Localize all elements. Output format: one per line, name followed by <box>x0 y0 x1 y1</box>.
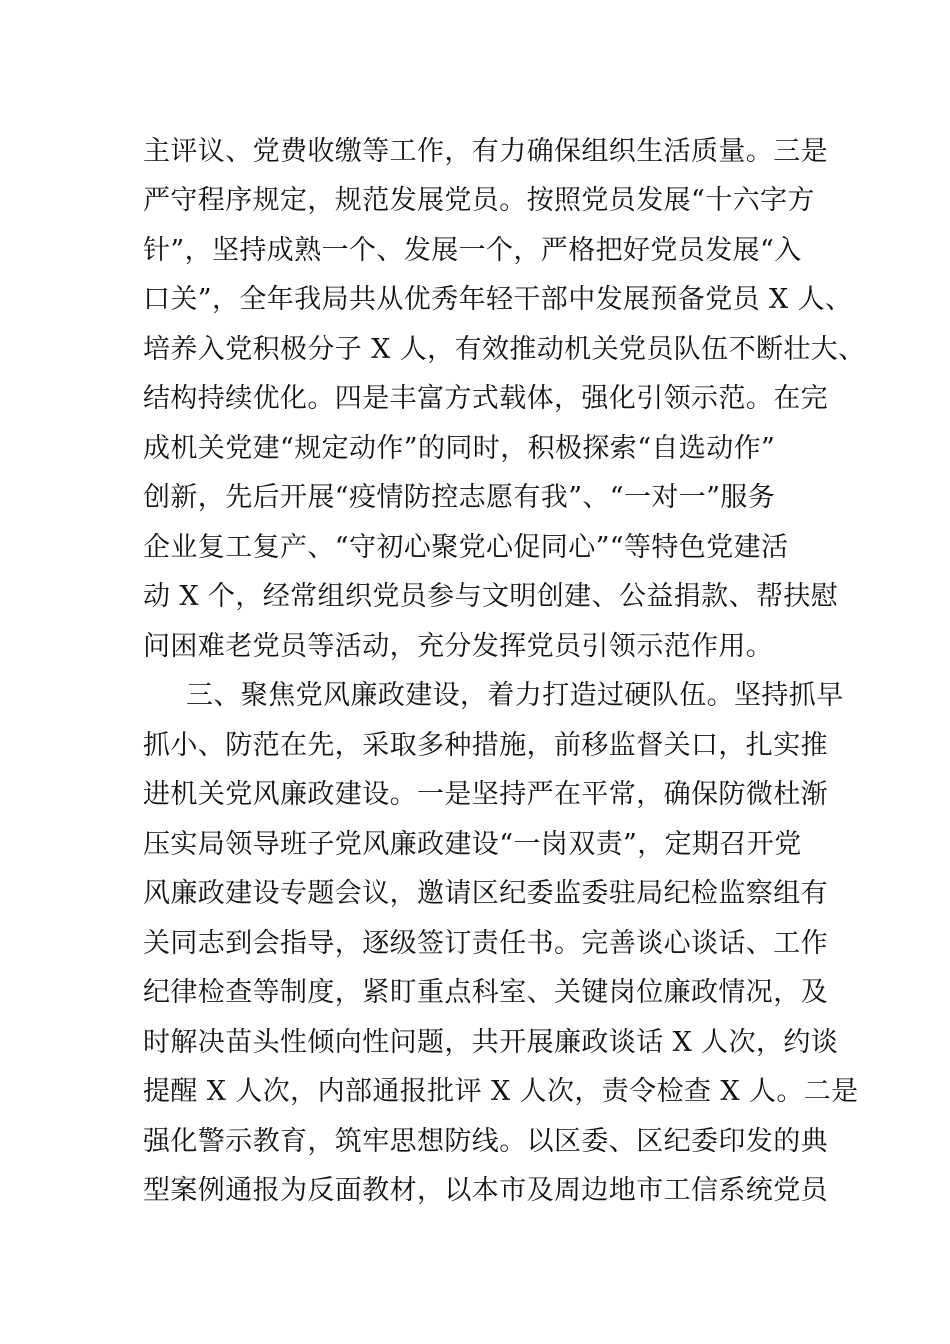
body-text-line: 进机关党风廉政建设。一是坚持严在平常，确保防微杜渐 <box>143 779 828 810</box>
body-text-line: 时解决苗头性倾向性问题，共开展廉政谈话 X 人次，约谈 <box>143 1027 839 1058</box>
body-text-line: 企业复工复产、“守初心聚党心促同心”“等特色党建活 <box>143 532 789 563</box>
body-text-line: 针”，坚持成熟一个、发展一个，严格把好党员发展“入 <box>143 235 802 266</box>
body-text-line: 动 X 个，经常组织党员参与文明创建、公益捐款、帮扶慰 <box>143 581 839 612</box>
body-text-line: 关同志到会指导，逐级签订责任书。完善谈心谈话、工作 <box>143 928 828 959</box>
body-text-line: 风廉政建设专题会议，邀请区纪委监委驻局纪检监察组有 <box>143 878 828 909</box>
body-text-line: 提醒 X 人次，内部通报批评 X 人次，责令检查 X 人。二是 <box>143 1076 859 1107</box>
body-text-line: 纪律检查等制度，紧盯重点科室、关键岗位廉政情况，及 <box>143 977 828 1008</box>
body-text-line: 主评议、党费收缴等工作，有力确保组织生活质量。三是 <box>143 136 828 167</box>
body-text-line: 创新，先后开展“疫情防控志愿有我”、“一对一”服务 <box>143 482 776 513</box>
body-text-line: 培养入党积极分子 X 人，有效推动机关党员队伍不断壮大、 <box>143 334 866 365</box>
body-text-line: 结构持续优化。四是丰富方式载体，强化引领示范。在完 <box>143 383 828 414</box>
body-text-line: 压实局领导班子党风廉政建设“一岗双责”，定期召开党 <box>143 829 802 860</box>
body-text-line: 严守程序规定，规范发展党员。按照党员发展“十六字方 <box>143 185 815 216</box>
body-text-line: 强化警示教育，筑牢思想防线。以区委、区纪委印发的典 <box>143 1126 828 1157</box>
body-text-line: 型案例通报为反面教材，以本市及周边地市工信系统党员 <box>143 1175 828 1206</box>
body-text-line: 口关”，全年我局共从优秀年轻干部中发展预备党员 X 人、 <box>143 284 853 315</box>
body-text-line: 问困难老党员等活动，充分发挥党员引领示范作用。 <box>143 631 774 662</box>
body-text-line: 抓小、防范在先，采取多种措施，前移监督关口，扎实推 <box>143 730 828 761</box>
body-text-line: 成机关党建“规定动作”的同时，积极探索“自选动作” <box>143 433 776 464</box>
section-heading-line: 三、聚焦党风廉政建设，着力打造过硬队伍。坚持抓早 <box>186 680 844 711</box>
